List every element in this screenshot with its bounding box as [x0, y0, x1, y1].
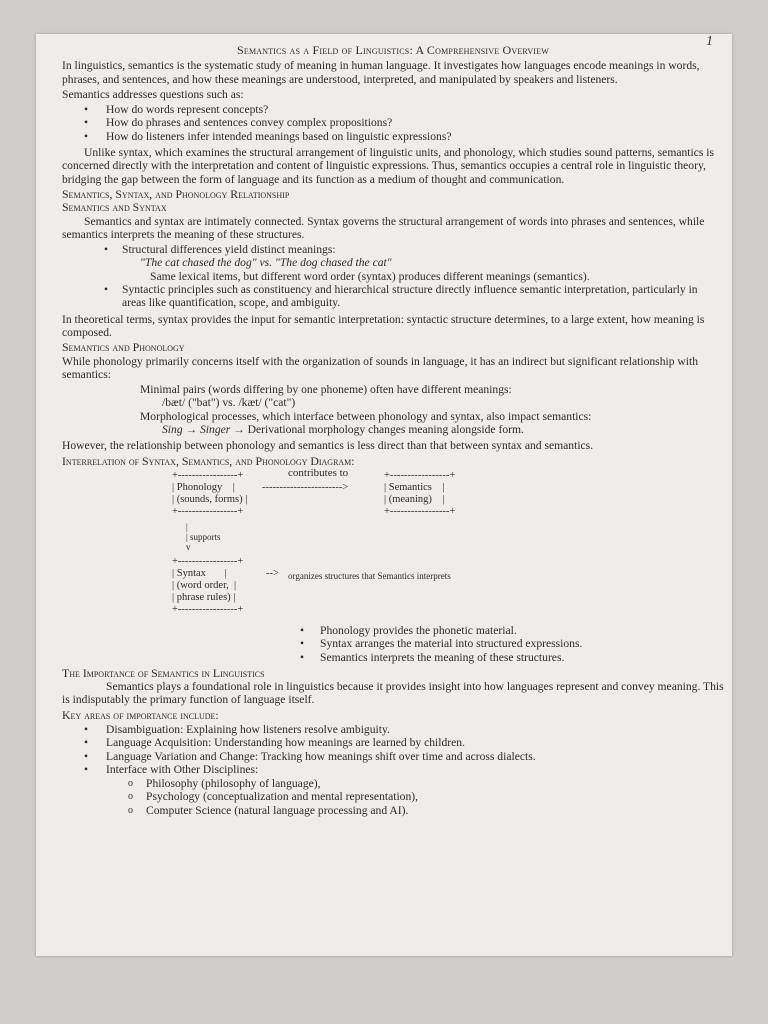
morphology-text: Morphological processes, which interface between phonology and syntax, also impact semantics:	[140, 409, 592, 423]
structural-differences-text: Structural differences yield distinct meanings:	[122, 243, 336, 257]
morphology-example	[62, 423, 724, 436]
page-content-frame	[36, 34, 732, 956]
list-item: • Syntactic principles such as constituency and hierarchical structure directly influence semantic interpretation, particularly in areas like quantification, scope, and ambiguity.	[62, 283, 724, 310]
questions-lead: Semantics addresses questions such as:	[62, 87, 244, 101]
interrelation-diagram	[62, 466, 724, 630]
list-item: o Philosophy (philosophy of language),	[62, 777, 724, 790]
disciplines-list	[62, 777, 724, 817]
intro-paragraph: In linguistics, semantics is the systematic study of meaning in human language. It investigates how languages encode meanings in words, phrases, and sentences, and how these meanings are understood, interpreted, and manipulated by speakers and listeners.	[62, 59, 700, 86]
semantics-phonology-paragraph: While phonology primarily concerns itself with the organization of sounds in language, it has an indirect but significant relationship with semantics:	[62, 354, 699, 381]
key-areas-list	[62, 723, 724, 776]
unlike-paragraph: Unlike syntax, which examines the structural arrangement of linguistic units, and phonology, which studies sound patterns, semantics is concerned directly with the interpretation and content of linguistic expressions. Thus, semantics occupies a central role in linguistic theory, bridging the gap between the form of language and its function as a medium of thought and communication.	[62, 146, 715, 186]
page-number: 1	[706, 34, 713, 49]
phonology-box: +-----------------+ | Phonology | | (sounds, forms) | +-----------------+	[172, 469, 248, 517]
questions-list	[62, 103, 724, 143]
document-body	[62, 44, 724, 820]
syntax-points-list	[62, 243, 724, 309]
list-item: o Computer Science (natural language processing and AI).	[62, 804, 724, 817]
minimal-pairs-text: Minimal pairs (words differing by one phoneme) often have different meanings:	[140, 383, 512, 397]
importance-paragraph: Semantics plays a foundational role in linguistics because it provides insight into how languages represent and convey meaning. This is indisputably the primary function of language itself.	[62, 680, 724, 707]
organizes-arrow: -->	[266, 567, 279, 579]
list-item: • Interface with Other Disciplines:	[62, 763, 724, 776]
importance-heading: The Importance of Semantics in Linguistics	[62, 665, 265, 680]
list-item	[62, 243, 724, 283]
however-paragraph: However, the relationship between phonology and semantics is less direct than that between syntax and semantics.	[62, 439, 594, 453]
supports-arrow: | | supports v	[186, 521, 221, 552]
derivational-note: Derivational morphology changes meaning alongside form.	[244, 423, 524, 437]
cat-dog-example: "The cat chased the dog" vs. "The dog chased the cat"	[140, 256, 392, 270]
list-item: • Language Acquisition: Understanding how meanings are learned by children.	[62, 736, 724, 749]
contributes-arrow: ----------------------->	[262, 481, 349, 493]
list-item: • How do listeners infer intended meanings based on linguistic expressions?	[62, 130, 724, 143]
semantics-syntax-paragraph: Semantics and syntax are intimately connected. Syntax governs the structural arrangement of words into phrases and sentences, while semantics interprets the meaning of these structures.	[62, 214, 705, 241]
list-item: • How do words represent concepts?	[62, 103, 724, 116]
document-title: Semantics as a Field of Linguistics: A Comprehensive Overview	[236, 43, 550, 57]
list-item: • How do phrases and sentences convey complex propositions?	[62, 116, 724, 129]
list-item: • Semantics interprets the meaning of these structures.	[62, 651, 724, 664]
semantics-box: +-----------------+ | Semantics | | (meaning) | +-----------------+	[384, 469, 456, 517]
lexical-items-note: Same lexical items, but different word order (syntax) produces different meanings (semantics).	[150, 269, 590, 283]
section-heading-relationship: Semantics, Syntax, and Phonology Relationship	[62, 186, 290, 201]
list-item: • Language Variation and Change: Tracking how meanings shift over time and across dialects.	[62, 750, 724, 763]
sing-singer-example: Sing → Singer →	[162, 423, 245, 437]
subsection-heading-semantics-phonology: Semantics and Phonology	[62, 340, 185, 355]
organizes-label: organizes structures that Semantics interprets	[288, 570, 451, 581]
diagram-points-list	[62, 624, 724, 664]
syntax-box: +-----------------+ | Syntax | | (word order, | | phrase rules) | +-----------------+	[172, 555, 244, 615]
key-areas-heading: Key areas of importance include:	[62, 707, 219, 722]
list-item: • Disambiguation: Explaining how listeners resolve ambiguity.	[62, 723, 724, 736]
list-item: • Syntax arranges the material into structured expressions.	[62, 637, 724, 650]
list-item: o Psychology (conceptualization and mental representation),	[62, 790, 724, 803]
theory-paragraph: In theoretical terms, syntax provides the input for semantic interpretation: syntactic structure determines, to a large extent, how meaning is composed.	[62, 312, 705, 339]
diagram-heading: Interrelation of Syntax, Semantics, and Phonology Diagram:	[62, 453, 355, 468]
list-item: • Phonology provides the phonetic material.	[62, 624, 724, 637]
contributes-label: contributes to	[288, 466, 349, 479]
minimal-pairs-example: /bæt/ ("bat") vs. /kæt/ ("cat")	[162, 396, 296, 410]
subsection-heading-semantics-syntax: Semantics and Syntax	[62, 200, 167, 215]
